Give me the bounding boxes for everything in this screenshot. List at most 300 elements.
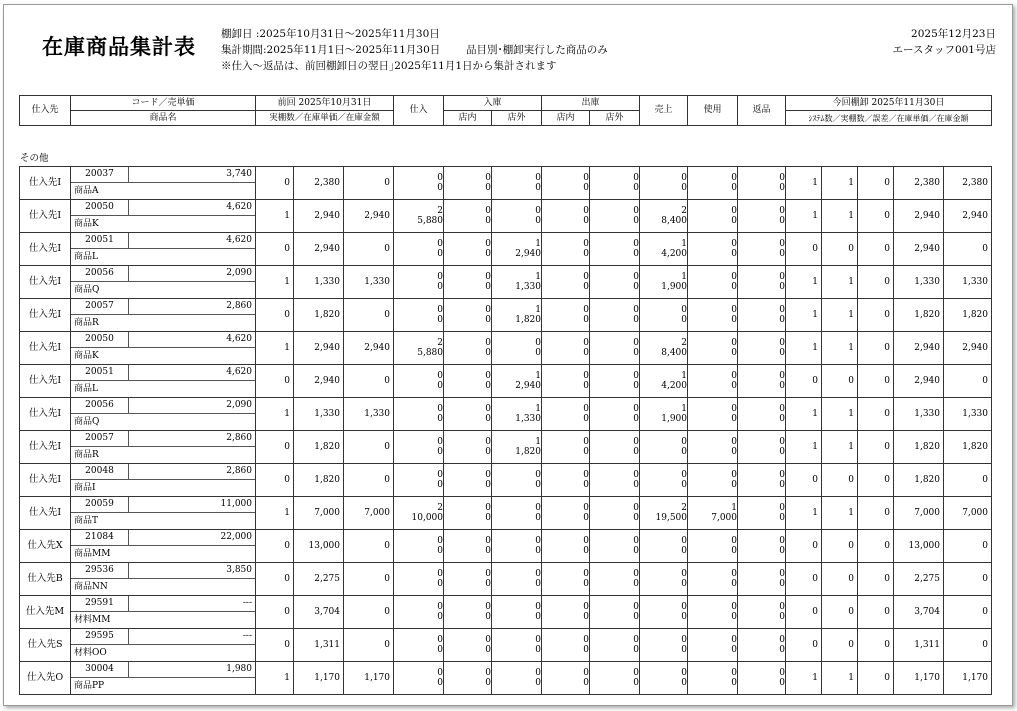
col-outbound-in: 店内: [542, 111, 590, 126]
returns-cell: [738, 596, 786, 629]
inbound-in-cell-amount: 0: [485, 183, 491, 193]
inbound-out-cell-qty: 0: [535, 569, 541, 579]
sales-cell-qty: 0: [681, 173, 687, 183]
outbound-in-cell-qty: 0: [583, 272, 589, 282]
sales-cell-qty: 1: [681, 404, 687, 414]
inbound-out-cell-amount: 1,820: [515, 315, 541, 325]
returns-cell-qty: 0: [779, 371, 785, 381]
returns-cell-amount: 0: [779, 315, 785, 325]
system-qty: 0: [786, 233, 822, 266]
usage-cell-amount: 0: [731, 645, 737, 655]
selling-price: 4,620: [128, 365, 255, 380]
purchase-cell: [394, 629, 444, 662]
sales-cell: [640, 266, 688, 299]
returns-cell: [738, 662, 786, 695]
outbound-out-cell-qty: 0: [633, 338, 639, 348]
returns-cell: [738, 200, 786, 233]
prev-amount: 0: [344, 629, 394, 662]
selling-price: 4,620: [128, 200, 255, 215]
returns-cell-amount: 0: [779, 645, 785, 655]
code-name-cell: [71, 662, 256, 695]
usage-cell: [688, 662, 738, 695]
column-header-table: [19, 95, 992, 126]
inbound-in-cell-qty: 0: [485, 602, 491, 612]
prev-amount: 0: [344, 299, 394, 332]
outbound-out-cell-amount: 0: [633, 216, 639, 226]
purchase-cell-qty: 0: [437, 371, 443, 381]
sales-cell-qty: 2: [681, 338, 687, 348]
usage-cell: [688, 332, 738, 365]
actual-qty: 1: [822, 398, 858, 431]
table-row: [20, 662, 992, 695]
prev-qty: 1: [256, 398, 294, 431]
prev-amount: 0: [344, 530, 394, 563]
usage-cell: [688, 200, 738, 233]
outbound-out-cell-amount: 0: [633, 480, 639, 490]
returns-cell-qty: 0: [779, 272, 785, 282]
sales-cell-amount: 4,200: [661, 249, 687, 259]
code-name-cell: [71, 365, 256, 398]
prev-amount: 0: [344, 563, 394, 596]
returns-cell-qty: 0: [779, 338, 785, 348]
inbound-out-cell-amount: 0: [535, 183, 541, 193]
actual-qty: 1: [822, 662, 858, 695]
outbound-out-cell-qty: 0: [633, 272, 639, 282]
product-name: 商品PP: [74, 681, 105, 691]
product-name: 商品T: [74, 516, 99, 526]
purchase-cell-amount: 0: [437, 645, 443, 655]
prev-qty: 1: [256, 332, 294, 365]
inbound-out-cell-qty: 1: [535, 437, 541, 447]
outbound-out-cell-qty: 0: [633, 173, 639, 183]
inbound-out-cell-qty: 1: [535, 305, 541, 315]
purchase-cell: [394, 365, 444, 398]
prev-unit-cost: 13,000: [294, 530, 344, 563]
outbound-in-cell-qty: 0: [583, 602, 589, 612]
usage-cell-amount: 0: [731, 249, 737, 259]
returns-cell: [738, 332, 786, 365]
curr-unit-cost: 2,275: [894, 563, 944, 596]
curr-unit-cost: 2,940: [894, 200, 944, 233]
purchase-cell-amount: 0: [437, 249, 443, 259]
system-qty: 0: [786, 365, 822, 398]
returns-cell-amount: 0: [779, 480, 785, 490]
purchase-cell-amount: 0: [437, 480, 443, 490]
purchase-cell-amount: 0: [437, 183, 443, 193]
section-label: その他: [20, 153, 49, 164]
purchase-cell-amount: 0: [437, 447, 443, 457]
outbound-out-cell-amount: 0: [633, 579, 639, 589]
inbound-in-cell-qty: 0: [485, 536, 491, 546]
supplier-cell: 仕入先I: [20, 398, 71, 431]
usage-cell-amount: 0: [731, 216, 737, 226]
outbound-out-cell: [590, 563, 640, 596]
inbound-out-cell: [492, 266, 542, 299]
returns-cell-qty: 0: [779, 536, 785, 546]
system-qty: 1: [786, 662, 822, 695]
inbound-out-cell-amount: 2,940: [515, 249, 541, 259]
difference: 0: [858, 332, 894, 365]
inbound-in-cell: [444, 563, 492, 596]
usage-cell-qty: 0: [731, 305, 737, 315]
purchase-cell-amount: 5,880: [417, 216, 443, 226]
sales-cell-qty: 0: [681, 602, 687, 612]
inbound-in-cell-qty: 0: [485, 272, 491, 282]
purchase-cell-qty: 2: [437, 338, 443, 348]
prev-qty: 0: [256, 365, 294, 398]
inbound-out-cell-qty: 1: [535, 404, 541, 414]
returns-cell-amount: 0: [779, 216, 785, 226]
usage-cell-qty: 0: [731, 569, 737, 579]
returns-cell: [738, 266, 786, 299]
outbound-out-cell: [590, 596, 640, 629]
purchase-cell: [394, 299, 444, 332]
curr-amount: 2,940: [944, 332, 992, 365]
curr-amount: 1,820: [944, 299, 992, 332]
sales-cell: [640, 497, 688, 530]
table-row: [20, 629, 992, 662]
product-name: 商品K: [74, 219, 99, 229]
outbound-out-cell-amount: 0: [633, 315, 639, 325]
product-code: 20048: [85, 466, 114, 476]
supplier-cell: 仕入先O: [20, 662, 71, 695]
outbound-in-cell-amount: 0: [583, 579, 589, 589]
returns-cell-amount: 0: [779, 249, 785, 259]
outbound-in-cell-amount: 0: [583, 447, 589, 457]
inbound-out-cell-amount: 0: [535, 678, 541, 688]
returns-cell-amount: 0: [779, 183, 785, 193]
outbound-out-cell: [590, 662, 640, 695]
prev-qty: 0: [256, 431, 294, 464]
purchase-cell: [394, 497, 444, 530]
supplier-cell: 仕入先I: [20, 464, 71, 497]
inbound-in-cell-qty: 0: [485, 668, 491, 678]
inbound-out-cell: [492, 563, 542, 596]
product-name: 商品I: [74, 483, 96, 493]
purchase-cell-qty: 0: [437, 239, 443, 249]
returns-cell-amount: 0: [779, 612, 785, 622]
supplier-cell: 仕入先I: [20, 266, 71, 299]
actual-qty: 1: [822, 200, 858, 233]
outbound-in-cell-qty: 0: [583, 338, 589, 348]
table-row: [20, 398, 992, 431]
code-name-cell: [71, 629, 256, 662]
returns-cell: [738, 464, 786, 497]
returns-cell-qty: 0: [779, 437, 785, 447]
outbound-in-cell: [542, 398, 590, 431]
prev-qty: 0: [256, 530, 294, 563]
outbound-in-cell: [542, 596, 590, 629]
sales-cell: [640, 629, 688, 662]
supplier-cell: 仕入先B: [20, 563, 71, 596]
prev-qty: 1: [256, 497, 294, 530]
prev-amount: 0: [344, 233, 394, 266]
usage-cell-qty: 0: [731, 239, 737, 249]
usage-cell-qty: 0: [731, 338, 737, 348]
curr-amount: 0: [944, 464, 992, 497]
outbound-in-cell-qty: 0: [583, 239, 589, 249]
inbound-in-cell: [444, 200, 492, 233]
difference: 0: [858, 266, 894, 299]
actual-qty: 1: [822, 167, 858, 200]
usage-cell: [688, 431, 738, 464]
usage-cell: [688, 563, 738, 596]
system-qty: 1: [786, 332, 822, 365]
prev-amount: 0: [344, 431, 394, 464]
actual-qty: 0: [822, 233, 858, 266]
outbound-in-cell-amount: 0: [583, 678, 589, 688]
inbound-in-cell-amount: 0: [485, 645, 491, 655]
inbound-in-cell-amount: 0: [485, 579, 491, 589]
outbound-out-cell: [590, 167, 640, 200]
col-prev-sub: 実棚数／在庫単価／在庫金額: [256, 111, 394, 126]
difference: 0: [858, 200, 894, 233]
code-name-cell: [71, 497, 256, 530]
curr-amount: 0: [944, 563, 992, 596]
prev-unit-cost: 2,275: [294, 563, 344, 596]
selling-price: 4,620: [128, 332, 255, 347]
purchase-cell-qty: 0: [437, 272, 443, 282]
curr-amount: 1,820: [944, 431, 992, 464]
inbound-in-cell-amount: 0: [485, 447, 491, 457]
inbound-out-cell-qty: 0: [535, 503, 541, 513]
sales-cell-qty: 1: [681, 272, 687, 282]
returns-cell-qty: 0: [779, 668, 785, 678]
purchase-cell: [394, 596, 444, 629]
inbound-out-cell-qty: 0: [535, 536, 541, 546]
inbound-in-cell-amount: 0: [485, 414, 491, 424]
inbound-in-cell: [444, 629, 492, 662]
usage-cell-qty: 0: [731, 404, 737, 414]
outbound-out-cell-qty: 0: [633, 371, 639, 381]
purchase-cell-amount: 0: [437, 282, 443, 292]
usage-cell: [688, 530, 738, 563]
inbound-out-cell-amount: 1,820: [515, 447, 541, 457]
purchase-cell-qty: 0: [437, 470, 443, 480]
code-name-cell: [71, 464, 256, 497]
product-name: 商品L: [74, 384, 98, 394]
returns-cell-qty: 0: [779, 503, 785, 513]
inbound-in-cell-amount: 0: [485, 480, 491, 490]
inbound-in-cell: [444, 332, 492, 365]
outbound-out-cell: [590, 497, 640, 530]
outbound-in-cell: [542, 167, 590, 200]
supplier-cell: 仕入先X: [20, 530, 71, 563]
outbound-in-cell-amount: 0: [583, 513, 589, 523]
sales-cell: [640, 596, 688, 629]
aggregation-note: ※仕入～返品は、前回棚卸日の翌日｣2025年11月1日から集計されます: [221, 60, 557, 72]
supplier-cell: 仕入先I: [20, 299, 71, 332]
difference: 0: [858, 398, 894, 431]
inbound-out-cell-qty: 1: [535, 272, 541, 282]
difference: 0: [858, 596, 894, 629]
outbound-out-cell-amount: 0: [633, 513, 639, 523]
sales-cell-qty: 2: [681, 503, 687, 513]
usage-cell-qty: 0: [731, 602, 737, 612]
selling-price: 2,090: [128, 266, 255, 281]
sales-cell: [640, 299, 688, 332]
sales-cell: [640, 431, 688, 464]
product-name: 商品NN: [74, 582, 108, 592]
system-qty: 0: [786, 530, 822, 563]
usage-cell: [688, 299, 738, 332]
inbound-out-cell-qty: 0: [535, 206, 541, 216]
product-name: 商品R: [74, 450, 99, 460]
inbound-in-cell-amount: 0: [485, 282, 491, 292]
usage-cell-amount: 0: [731, 183, 737, 193]
purchase-cell-qty: 0: [437, 635, 443, 645]
purchase-cell-amount: 5,880: [417, 348, 443, 358]
outbound-in-cell: [542, 299, 590, 332]
col-usage: 使用: [688, 96, 738, 126]
inbound-out-cell: [492, 299, 542, 332]
inbound-in-cell-qty: 0: [485, 437, 491, 447]
selling-price: 2,860: [128, 299, 255, 314]
system-qty: 1: [786, 299, 822, 332]
curr-unit-cost: 2,940: [894, 233, 944, 266]
sales-cell-amount: 0: [681, 447, 687, 457]
outbound-out-cell-qty: 0: [633, 668, 639, 678]
curr-unit-cost: 13,000: [894, 530, 944, 563]
usage-cell-qty: 0: [731, 635, 737, 645]
usage-cell-qty: 0: [731, 668, 737, 678]
inbound-in-cell: [444, 266, 492, 299]
product-name: 商品A: [74, 186, 99, 196]
sales-cell: [640, 563, 688, 596]
inbound-in-cell: [444, 530, 492, 563]
outbound-in-cell-qty: 0: [583, 371, 589, 381]
product-code: 20056: [85, 400, 114, 410]
outbound-in-cell-amount: 0: [583, 381, 589, 391]
usage-cell-amount: 0: [731, 579, 737, 589]
sales-cell-amount: 1,900: [661, 414, 687, 424]
purchase-cell-qty: 0: [437, 305, 443, 315]
prev-unit-cost: 1,330: [294, 266, 344, 299]
curr-unit-cost: 1,820: [894, 431, 944, 464]
supplier-cell: 仕入先I: [20, 332, 71, 365]
prev-amount: 7,000: [344, 497, 394, 530]
system-qty: 1: [786, 200, 822, 233]
inbound-out-cell-qty: 0: [535, 470, 541, 480]
table-row: [20, 299, 992, 332]
product-name: 商品Q: [74, 417, 100, 427]
usage-cell-qty: 0: [731, 536, 737, 546]
outbound-in-cell-amount: 0: [583, 645, 589, 655]
inbound-in-cell-amount: 0: [485, 249, 491, 259]
inbound-in-cell: [444, 233, 492, 266]
inbound-out-cell-qty: 1: [535, 371, 541, 381]
returns-cell-qty: 0: [779, 239, 785, 249]
outbound-in-cell-amount: 0: [583, 315, 589, 325]
outbound-in-cell-qty: 0: [583, 668, 589, 678]
code-name-cell: [71, 167, 256, 200]
inbound-out-cell-amount: 0: [535, 645, 541, 655]
purchase-cell: [394, 563, 444, 596]
sales-cell: [640, 530, 688, 563]
supplier-cell: 仕入先I: [20, 431, 71, 464]
inbound-out-cell: [492, 497, 542, 530]
sales-cell-amount: 0: [681, 678, 687, 688]
outbound-in-cell-amount: 0: [583, 282, 589, 292]
outbound-out-cell-qty: 0: [633, 470, 639, 480]
system-qty: 1: [786, 398, 822, 431]
prev-unit-cost: 2,940: [294, 200, 344, 233]
curr-unit-cost: 2,940: [894, 365, 944, 398]
inbound-in-cell-qty: 0: [485, 239, 491, 249]
purchase-cell: [394, 200, 444, 233]
curr-amount: 0: [944, 629, 992, 662]
outbound-in-cell-qty: 0: [583, 503, 589, 513]
outbound-out-cell-amount: 0: [633, 381, 639, 391]
outbound-in-cell-qty: 0: [583, 404, 589, 414]
returns-cell: [738, 530, 786, 563]
inbound-in-cell-qty: 0: [485, 371, 491, 381]
inbound-in-cell-qty: 0: [485, 404, 491, 414]
system-qty: 0: [786, 563, 822, 596]
inbound-in-cell-qty: 0: [485, 635, 491, 645]
usage-cell-amount: 0: [731, 447, 737, 457]
outbound-in-cell: [542, 530, 590, 563]
inbound-out-cell-qty: 0: [535, 668, 541, 678]
supplier-cell: 仕入先S: [20, 629, 71, 662]
sales-cell-amount: 8,400: [661, 216, 687, 226]
purchase-cell: [394, 464, 444, 497]
returns-cell: [738, 497, 786, 530]
outbound-in-cell: [542, 365, 590, 398]
inventory-date-range: 棚卸日 :2025年10月31日～2025年11月30日: [221, 28, 440, 40]
inbound-in-cell-amount: 0: [485, 612, 491, 622]
sales-cell: [640, 233, 688, 266]
actual-qty: 0: [822, 563, 858, 596]
col-inbound: 入庫: [444, 96, 542, 111]
purchase-cell-amount: 0: [437, 381, 443, 391]
usage-cell-amount: 0: [731, 282, 737, 292]
prev-qty: 0: [256, 464, 294, 497]
system-qty: 0: [786, 464, 822, 497]
outbound-in-cell-amount: 0: [583, 612, 589, 622]
prev-unit-cost: 2,940: [294, 233, 344, 266]
prev-qty: 0: [256, 233, 294, 266]
usage-cell-amount: 7,000: [711, 513, 737, 523]
purchase-cell: [394, 662, 444, 695]
purchase-cell-qty: 0: [437, 437, 443, 447]
outbound-in-cell-amount: 0: [583, 414, 589, 424]
sales-cell-qty: 0: [681, 569, 687, 579]
code-name-cell: [71, 596, 256, 629]
purchase-cell: [394, 530, 444, 563]
prev-amount: 0: [344, 464, 394, 497]
prev-unit-cost: 1,820: [294, 464, 344, 497]
col-product-name: 商品名: [71, 111, 256, 126]
inbound-in-cell-qty: 0: [485, 503, 491, 513]
prev-amount: 2,940: [344, 200, 394, 233]
prev-qty: 0: [256, 629, 294, 662]
inbound-in-cell: [444, 464, 492, 497]
supplier-cell: 仕入先I: [20, 365, 71, 398]
usage-cell: [688, 398, 738, 431]
returns-cell-amount: 0: [779, 447, 785, 457]
col-inbound-out: 店外: [492, 111, 542, 126]
inbound-in-cell-qty: 0: [485, 569, 491, 579]
table-row: [20, 266, 992, 299]
inbound-in-cell-amount: 0: [485, 216, 491, 226]
inbound-in-cell-amount: 0: [485, 546, 491, 556]
table-row: [20, 200, 992, 233]
inbound-out-cell-amount: 0: [535, 612, 541, 622]
usage-cell: [688, 497, 738, 530]
purchase-cell: [394, 233, 444, 266]
sales-cell: [640, 464, 688, 497]
